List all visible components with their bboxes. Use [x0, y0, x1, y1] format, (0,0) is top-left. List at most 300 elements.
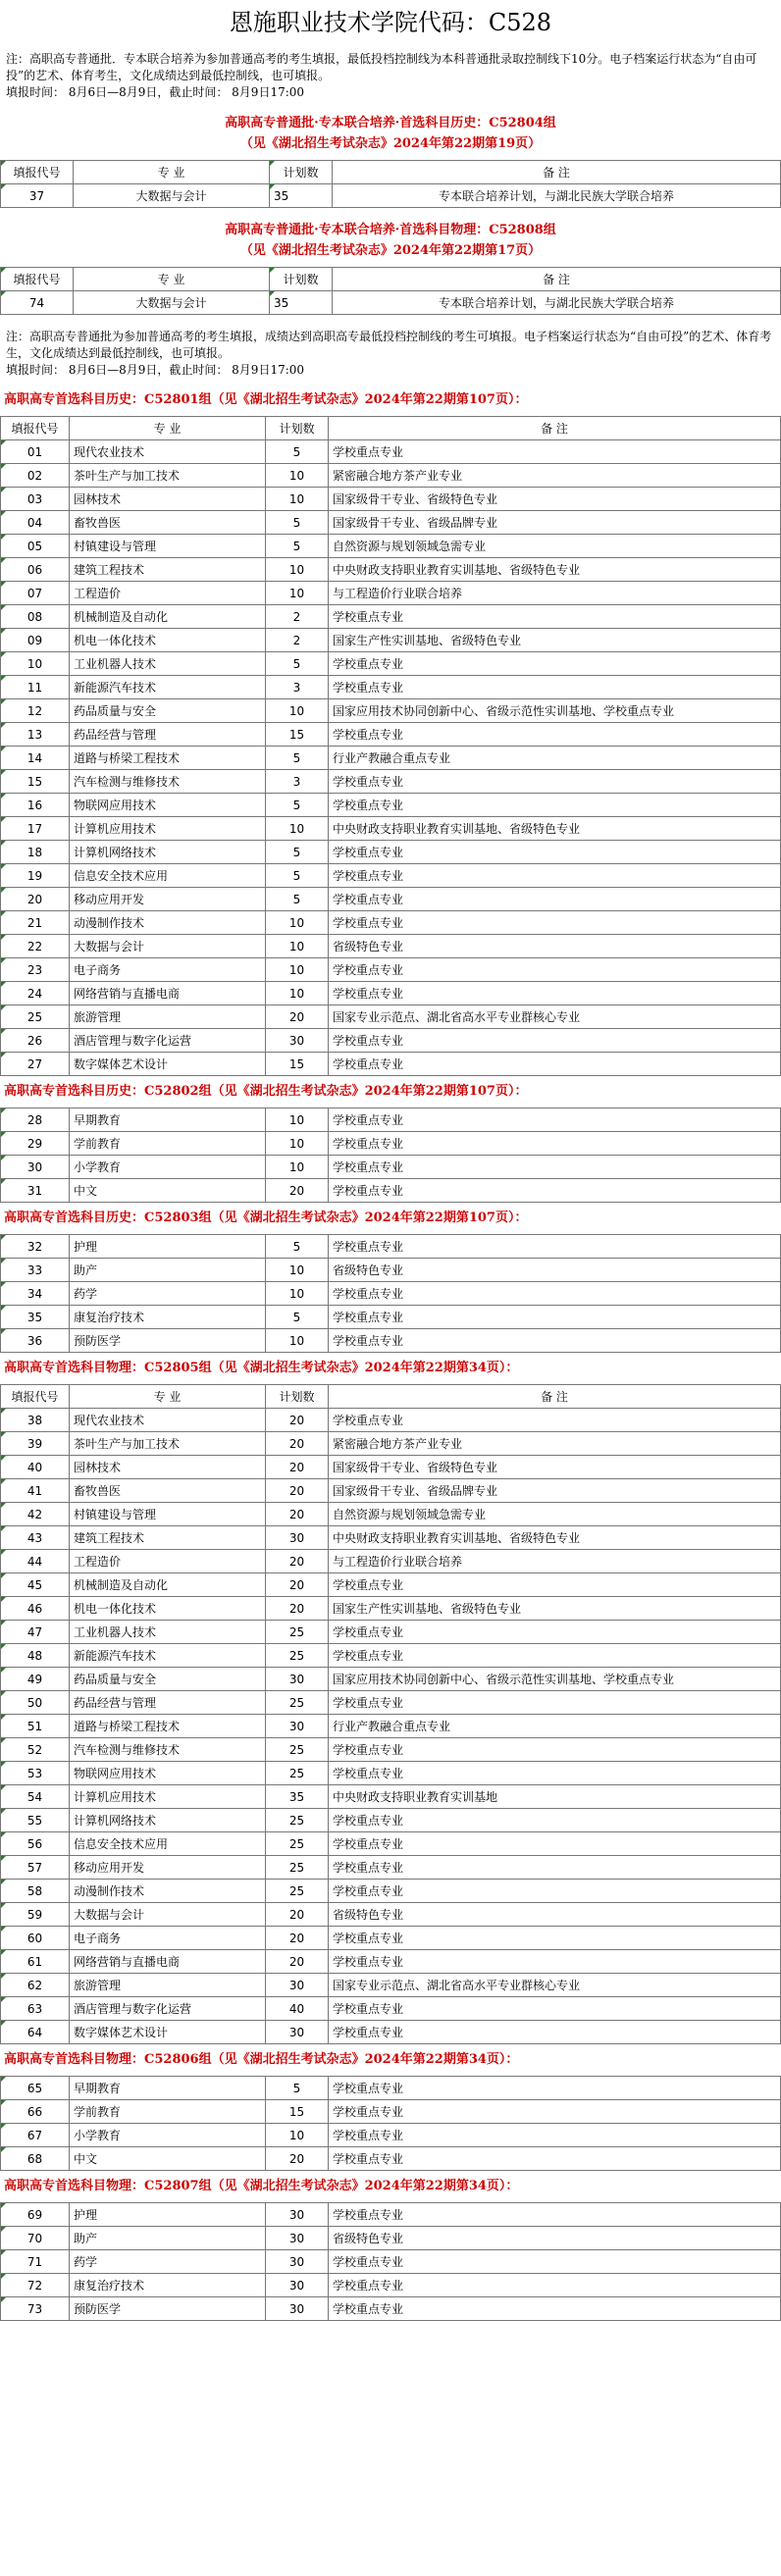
cell-remark: 学校重点专业 — [329, 2100, 781, 2124]
cell-code: 63 — [1, 1997, 70, 2021]
cell-plan: 20 — [266, 1550, 329, 1573]
cell-code: 70 — [1, 2227, 70, 2250]
cell-major: 物联网应用技术 — [70, 1762, 266, 1785]
cell-plan: 10 — [266, 1132, 329, 1156]
cell-plan: 5 — [266, 794, 329, 817]
cell-code: 07 — [1, 582, 70, 605]
table-row — [1, 558, 781, 582]
table-row — [1, 1259, 781, 1282]
cell-major: 数字媒体艺术设计 — [70, 2021, 266, 2044]
cell-remark: 学校重点专业 — [329, 888, 781, 911]
major-table — [0, 2076, 781, 2171]
cell-remark: 学校重点专业 — [329, 958, 781, 982]
table-row — [1, 2227, 781, 2250]
cell-code: 17 — [1, 817, 70, 841]
cell-remark: 国家应用技术协同创新中心、省级示范性实训基地、学校重点专业 — [329, 699, 781, 723]
cell-plan: 20 — [266, 1479, 329, 1503]
cell-major: 机电一体化技术 — [70, 1597, 266, 1621]
cell-major: 园林技术 — [70, 1456, 266, 1479]
major-table — [0, 267, 781, 315]
section-heading — [0, 107, 781, 160]
table-row — [1, 1809, 781, 1832]
section-heading-line: （见《湖北招生考试杂志》2024年第22期第17页） — [239, 243, 542, 258]
cell-remark: 自然资源与规划领域急需专业 — [329, 535, 781, 558]
cell-major: 电子商务 — [70, 1927, 266, 1950]
cell-plan: 35 — [270, 291, 333, 315]
cell-code: 32 — [1, 1235, 70, 1259]
cell-remark: 中央财政支持职业教育实训基地、省级特色专业 — [329, 1526, 781, 1550]
cell-code: 21 — [1, 911, 70, 935]
cell-code: 05 — [1, 535, 70, 558]
cell-plan: 2 — [266, 605, 329, 629]
cell-remark: 专本联合培养计划，与湖北民族大学联合培养 — [333, 291, 781, 315]
cell-code: 24 — [1, 982, 70, 1005]
section-heading: 高职高专首选科目历史：C52802组（见《湖北招生考试杂志》2024年第22期第107页）： — [4, 1084, 528, 1099]
cell-remark: 学校重点专业 — [329, 1691, 781, 1715]
cell-remark: 国家生产性实训基地、省级特色专业 — [329, 629, 781, 652]
table-header-row — [1, 1385, 781, 1409]
table-row — [1, 888, 781, 911]
cell-plan: 20 — [266, 1503, 329, 1526]
note-time: 填报时间： 8月6日—8月9日，截止时间： 8月9日17:00 — [6, 363, 305, 377]
cell-major: 网络营销与直播电商 — [70, 982, 266, 1005]
cell-remark: 学校重点专业 — [329, 676, 781, 699]
cell-major: 移动应用开发 — [70, 888, 266, 911]
cell-major: 机械制造及自动化 — [70, 1573, 266, 1597]
section-heading-line: （见《湖北招生考试杂志》2024年第22期第19页） — [239, 136, 542, 151]
cell-code: 60 — [1, 1927, 70, 1950]
table-row — [1, 488, 781, 511]
table-row — [1, 1005, 781, 1029]
cell-remark: 国家级骨干专业、省级品牌专业 — [329, 1479, 781, 1503]
cell-major: 信息安全技术应用 — [70, 864, 266, 888]
cell-remark: 学校重点专业 — [329, 2250, 781, 2274]
header-code: 填报代号 — [1, 268, 74, 291]
table-row — [1, 1691, 781, 1715]
cell-plan: 30 — [266, 1668, 329, 1691]
table-row — [1, 1306, 781, 1329]
cell-plan: 10 — [266, 982, 329, 1005]
cell-remark: 国家生产性实训基地、省级特色专业 — [329, 1597, 781, 1621]
cell-remark: 学校重点专业 — [329, 1306, 781, 1329]
header-plan: 计划数 — [266, 1385, 329, 1409]
cell-code: 02 — [1, 464, 70, 488]
cell-plan: 30 — [266, 2021, 329, 2044]
cell-remark: 学校重点专业 — [329, 1621, 781, 1644]
cell-major: 旅游管理 — [70, 1005, 266, 1029]
cell-major: 药学 — [70, 1282, 266, 1306]
cell-plan: 5 — [266, 864, 329, 888]
cell-plan: 2 — [266, 629, 329, 652]
cell-code: 56 — [1, 1832, 70, 1856]
note-block-1 — [0, 45, 781, 107]
cell-remark: 学校重点专业 — [329, 2203, 781, 2227]
table-row — [1, 2203, 781, 2227]
cell-code: 31 — [1, 1179, 70, 1203]
table-row — [1, 1597, 781, 1621]
cell-remark: 学校重点专业 — [329, 2147, 781, 2171]
cell-remark: 省级特色专业 — [329, 1259, 781, 1282]
cell-code: 15 — [1, 770, 70, 794]
cell-code: 59 — [1, 1903, 70, 1927]
cell-code: 35 — [1, 1306, 70, 1329]
cell-plan: 25 — [266, 1809, 329, 1832]
table-header-row — [1, 268, 781, 291]
cell-plan: 5 — [266, 511, 329, 535]
cell-plan: 25 — [266, 1856, 329, 1880]
table-row — [1, 629, 781, 652]
cell-major: 大数据与会计 — [70, 935, 266, 958]
cell-code: 29 — [1, 1132, 70, 1156]
cell-code: 28 — [1, 1108, 70, 1132]
cell-plan: 10 — [266, 1108, 329, 1132]
cell-remark: 学校重点专业 — [329, 1880, 781, 1903]
cell-code: 23 — [1, 958, 70, 982]
cell-major: 护理 — [70, 2203, 266, 2227]
table-row — [1, 770, 781, 794]
cell-code: 57 — [1, 1856, 70, 1880]
section-heading-line: 高职高专普通批·专本联合培养·首选科目物理：C52808组 — [225, 223, 556, 237]
cell-code: 64 — [1, 2021, 70, 2044]
cell-major: 药品经营与管理 — [70, 723, 266, 747]
cell-remark: 学校重点专业 — [329, 723, 781, 747]
cell-major: 工业机器人技术 — [70, 652, 266, 676]
table-row — [1, 1715, 781, 1738]
cell-code: 42 — [1, 1503, 70, 1526]
cell-plan: 35 — [266, 1785, 329, 1809]
cell-remark: 学校重点专业 — [329, 1179, 781, 1203]
cell-major: 早期教育 — [70, 2077, 266, 2100]
cell-plan: 10 — [266, 1329, 329, 1353]
cell-plan: 20 — [266, 1950, 329, 1974]
cell-remark: 学校重点专业 — [329, 440, 781, 464]
cell-plan: 30 — [266, 1715, 329, 1738]
cell-major: 中文 — [70, 1179, 266, 1203]
section-heading-line: 高职高专普通批·专本联合培养·首选科目历史：C52804组 — [225, 116, 556, 130]
cell-major: 机电一体化技术 — [70, 629, 266, 652]
cell-plan: 25 — [266, 1738, 329, 1762]
cell-remark: 专本联合培养计划，与湖北民族大学联合培养 — [333, 184, 781, 208]
table-row — [1, 1903, 781, 1927]
table-row — [1, 2077, 781, 2100]
cell-remark: 学校重点专业 — [329, 841, 781, 864]
cell-code: 48 — [1, 1644, 70, 1668]
table-row — [1, 1621, 781, 1644]
header-major: 专 业 — [70, 417, 266, 440]
cell-plan: 15 — [266, 1053, 329, 1076]
cell-remark: 省级特色专业 — [329, 1903, 781, 1927]
cell-remark: 学校重点专业 — [329, 1762, 781, 1785]
cell-remark: 国家专业示范点、湖北省高水平专业群核心专业 — [329, 1974, 781, 1997]
cell-major: 康复治疗技术 — [70, 2274, 266, 2297]
cell-major: 汽车检测与维修技术 — [70, 1738, 266, 1762]
cell-major: 建筑工程技术 — [70, 1526, 266, 1550]
cell-remark: 紧密融合地方茶产业专业 — [329, 464, 781, 488]
table-row — [1, 1927, 781, 1950]
table-row — [1, 2297, 781, 2321]
cell-plan: 3 — [266, 770, 329, 794]
cell-remark: 与工程造价行业联合培养 — [329, 582, 781, 605]
cell-plan: 30 — [266, 1974, 329, 1997]
cell-code: 19 — [1, 864, 70, 888]
table-row — [1, 1974, 781, 1997]
header-remark: 备 注 — [329, 417, 781, 440]
cell-major: 网络营销与直播电商 — [70, 1950, 266, 1974]
header-code: 填报代号 — [1, 161, 74, 184]
cell-remark: 学校重点专业 — [329, 1809, 781, 1832]
table-row — [1, 1668, 781, 1691]
cell-remark: 中央财政支持职业教育实训基地、省级特色专业 — [329, 558, 781, 582]
cell-code: 61 — [1, 1950, 70, 1974]
cell-remark: 学校重点专业 — [329, 1927, 781, 1950]
cell-plan: 10 — [266, 699, 329, 723]
cell-major: 大数据与会计 — [74, 291, 270, 315]
cell-plan: 25 — [266, 1644, 329, 1668]
cell-code: 43 — [1, 1526, 70, 1550]
table-row — [1, 1550, 781, 1573]
header-plan: 计划数 — [266, 417, 329, 440]
cell-major: 康复治疗技术 — [70, 1306, 266, 1329]
cell-major: 大数据与会计 — [74, 184, 270, 208]
cell-remark: 中央财政支持职业教育实训基地 — [329, 1785, 781, 1809]
cell-plan: 5 — [266, 440, 329, 464]
cell-plan: 5 — [266, 1306, 329, 1329]
section-heading: 高职高专首选科目物理：C52806组（见《湖北招生考试杂志》2024年第22期第34页）： — [4, 2052, 519, 2067]
table-row — [1, 982, 781, 1005]
cell-major: 移动应用开发 — [70, 1856, 266, 1880]
cell-code: 13 — [1, 723, 70, 747]
cell-plan: 40 — [266, 1997, 329, 2021]
cell-major: 新能源汽车技术 — [70, 1644, 266, 1668]
table-row — [1, 817, 781, 841]
cell-major: 药品经营与管理 — [70, 1691, 266, 1715]
table-row — [1, 699, 781, 723]
cell-major: 旅游管理 — [70, 1974, 266, 1997]
cell-plan: 5 — [266, 652, 329, 676]
cell-plan: 10 — [266, 488, 329, 511]
cell-plan: 10 — [266, 935, 329, 958]
cell-major: 畜牧兽医 — [70, 511, 266, 535]
cell-plan: 5 — [266, 535, 329, 558]
cell-code: 36 — [1, 1329, 70, 1353]
cell-major: 村镇建设与管理 — [70, 535, 266, 558]
cell-major: 计算机应用技术 — [70, 1785, 266, 1809]
section-heading: 高职高专首选科目物理：C52805组（见《湖北招生考试杂志》2024年第22期第34页）： — [4, 1361, 519, 1375]
table-row — [1, 1503, 781, 1526]
cell-remark: 学校重点专业 — [329, 2124, 781, 2147]
cell-remark: 学校重点专业 — [329, 911, 781, 935]
cell-code: 52 — [1, 1738, 70, 1762]
cell-remark: 学校重点专业 — [329, 1282, 781, 1306]
cell-plan: 10 — [266, 558, 329, 582]
cell-remark: 学校重点专业 — [329, 1132, 781, 1156]
cell-plan: 25 — [266, 1621, 329, 1644]
table-row — [1, 1997, 781, 2021]
section-heading: 高职高专首选科目物理：C52807组（见《湖北招生考试杂志》2024年第22期第34页）： — [4, 2179, 519, 2193]
cell-code: 65 — [1, 2077, 70, 2100]
cell-remark: 国家级骨干专业、省级特色专业 — [329, 1456, 781, 1479]
cell-major: 信息安全技术应用 — [70, 1832, 266, 1856]
cell-remark: 学校重点专业 — [329, 2297, 781, 2321]
cell-plan: 5 — [266, 841, 329, 864]
cell-plan: 15 — [266, 723, 329, 747]
note-text: 注：高职高专普通批．专本联合培养为参加普通高考的考生填报，最低投档控制线为本科普通批录取控制线下10分。电子档案运行状态为“自由可投”的艺术、体育考生，文化成绩达到最低控制线，也可填报。 — [6, 52, 757, 82]
cell-code: 46 — [1, 1597, 70, 1621]
major-table — [0, 160, 781, 208]
cell-code: 53 — [1, 1762, 70, 1785]
cell-plan: 10 — [266, 911, 329, 935]
cell-remark: 紧密融合地方茶产业专业 — [329, 1432, 781, 1456]
cell-plan: 10 — [266, 2124, 329, 2147]
cell-plan: 30 — [266, 2297, 329, 2321]
cell-major: 园林技术 — [70, 488, 266, 511]
table-row — [1, 2124, 781, 2147]
cell-major: 酒店管理与数字化运营 — [70, 1029, 266, 1053]
header-code: 填报代号 — [1, 1385, 70, 1409]
table-row — [1, 1235, 781, 1259]
major-table — [0, 2202, 781, 2321]
cell-remark: 学校重点专业 — [329, 770, 781, 794]
header-major: 专 业 — [70, 1385, 266, 1409]
cell-remark: 学校重点专业 — [329, 1053, 781, 1076]
header-plan: 计划数 — [270, 268, 333, 291]
cell-plan: 20 — [266, 1432, 329, 1456]
cell-code: 20 — [1, 888, 70, 911]
cell-plan: 10 — [266, 1259, 329, 1282]
cell-code: 04 — [1, 511, 70, 535]
cell-plan: 25 — [266, 1880, 329, 1903]
cell-remark: 学校重点专业 — [329, 1573, 781, 1597]
table-row — [1, 1179, 781, 1203]
cell-code: 41 — [1, 1479, 70, 1503]
cell-code: 26 — [1, 1029, 70, 1053]
cell-code: 38 — [1, 1409, 70, 1432]
cell-code: 73 — [1, 2297, 70, 2321]
note-text: 注：高职高专普通批为参加普通高考的考生填报，成绩达到高职高专最低投档控制线的考生可填报。电子档案运行状态为“自由可投”的艺术、体育考生，文化成绩达到最低控制线，也可填报。 — [6, 330, 772, 360]
cell-remark: 中央财政支持职业教育实训基地、省级特色专业 — [329, 817, 781, 841]
table-row — [1, 652, 781, 676]
cell-plan: 20 — [266, 2147, 329, 2171]
table-row — [1, 1880, 781, 1903]
group-tables — [0, 385, 781, 2321]
cell-remark: 学校重点专业 — [329, 982, 781, 1005]
cell-major: 机械制造及自动化 — [70, 605, 266, 629]
table-row — [1, 1785, 781, 1809]
cell-major: 助产 — [70, 1259, 266, 1282]
cell-remark: 学校重点专业 — [329, 1235, 781, 1259]
cell-remark: 国家专业示范点、湖北省高水平专业群核心专业 — [329, 1005, 781, 1029]
cell-remark: 学校重点专业 — [329, 2021, 781, 2044]
cell-remark: 行业产教融合重点专业 — [329, 1715, 781, 1738]
cell-major: 茶叶生产与加工技术 — [70, 1432, 266, 1456]
cell-remark: 学校重点专业 — [329, 1029, 781, 1053]
cell-major: 预防医学 — [70, 2297, 266, 2321]
cell-code: 16 — [1, 794, 70, 817]
cell-remark: 学校重点专业 — [329, 652, 781, 676]
page-title: 恩施职业技术学院代码：C528 — [229, 9, 552, 36]
cell-code: 03 — [1, 488, 70, 511]
table-row — [1, 2250, 781, 2274]
cell-plan: 20 — [266, 1005, 329, 1029]
cell-major: 酒店管理与数字化运营 — [70, 1997, 266, 2021]
cell-major: 工业机器人技术 — [70, 1621, 266, 1644]
section-heading: 高职高专首选科目历史：C52801组（见《湖北招生考试杂志》2024年第22期第107页）： — [4, 392, 528, 407]
cell-plan: 30 — [266, 2203, 329, 2227]
cell-remark: 学校重点专业 — [329, 1156, 781, 1179]
table-row — [1, 1409, 781, 1432]
cell-plan: 10 — [266, 1282, 329, 1306]
table-row — [1, 582, 781, 605]
cell-major: 电子商务 — [70, 958, 266, 982]
cell-code: 06 — [1, 558, 70, 582]
cell-code: 18 — [1, 841, 70, 864]
cell-code: 69 — [1, 2203, 70, 2227]
cell-major: 新能源汽车技术 — [70, 676, 266, 699]
cell-code: 27 — [1, 1053, 70, 1076]
cell-major: 现代农业技术 — [70, 1409, 266, 1432]
cell-code: 67 — [1, 2124, 70, 2147]
cell-major: 工程造价 — [70, 582, 266, 605]
table-row — [1, 1053, 781, 1076]
table-row — [1, 2021, 781, 2044]
cell-plan: 25 — [266, 1832, 329, 1856]
table-row — [1, 1762, 781, 1785]
header-remark: 备 注 — [329, 1385, 781, 1409]
cell-remark: 学校重点专业 — [329, 2077, 781, 2100]
cell-major: 现代农业技术 — [70, 440, 266, 464]
cell-major: 道路与桥梁工程技术 — [70, 747, 266, 770]
table-header-row — [1, 417, 781, 440]
cell-code: 68 — [1, 2147, 70, 2171]
cell-plan: 20 — [266, 1903, 329, 1927]
cell-plan: 10 — [266, 464, 329, 488]
cell-remark: 学校重点专业 — [329, 605, 781, 629]
cell-major: 动漫制作技术 — [70, 1880, 266, 1903]
table-row — [1, 1526, 781, 1550]
cell-remark: 学校重点专业 — [329, 1644, 781, 1668]
cell-code: 14 — [1, 747, 70, 770]
cell-plan: 30 — [266, 2227, 329, 2250]
cell-plan: 30 — [266, 1029, 329, 1053]
cell-code: 01 — [1, 440, 70, 464]
cell-major: 茶叶生产与加工技术 — [70, 464, 266, 488]
cell-plan: 10 — [266, 582, 329, 605]
table-row — [1, 184, 781, 208]
cell-code: 45 — [1, 1573, 70, 1597]
table-row — [1, 440, 781, 464]
table-row — [1, 864, 781, 888]
cell-plan: 20 — [266, 1927, 329, 1950]
cell-remark: 行业产教融合重点专业 — [329, 747, 781, 770]
cell-remark: 学校重点专业 — [329, 1997, 781, 2021]
cell-remark: 学校重点专业 — [329, 794, 781, 817]
cell-code: 71 — [1, 2250, 70, 2274]
table-row — [1, 676, 781, 699]
cell-code: 58 — [1, 1880, 70, 1903]
cell-major: 小学教育 — [70, 2124, 266, 2147]
cell-remark: 学校重点专业 — [329, 1738, 781, 1762]
cell-major: 村镇建设与管理 — [70, 1503, 266, 1526]
cell-code: 33 — [1, 1259, 70, 1282]
cell-code: 22 — [1, 935, 70, 958]
cell-remark: 学校重点专业 — [329, 1409, 781, 1432]
table-row — [1, 1432, 781, 1456]
cell-code: 54 — [1, 1785, 70, 1809]
cell-remark: 学校重点专业 — [329, 864, 781, 888]
cell-code: 12 — [1, 699, 70, 723]
table-row — [1, 1856, 781, 1880]
cell-major: 数字媒体艺术设计 — [70, 1053, 266, 1076]
